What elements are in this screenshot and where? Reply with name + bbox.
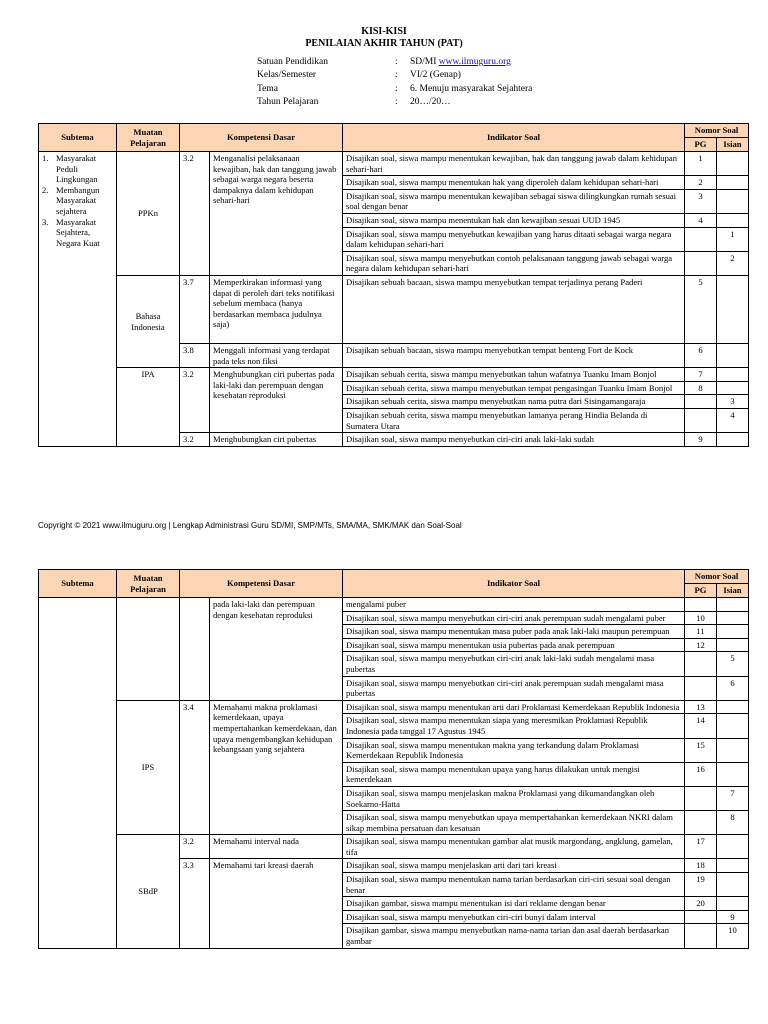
table-row — [39, 275, 749, 343]
indikator-cell: Disajikan soal, siswa mampu menyebutkan ciri-ciri bunyi dalam interval — [343, 910, 685, 924]
pg-cell — [685, 408, 717, 432]
pg-cell — [685, 251, 717, 275]
indikator-cell: Disajikan soal, siswa mampu menyebutkan upaya mempertahankan kemerdekaan NKRI dalam sikap membina persatuan dan kesatuan — [343, 811, 685, 835]
indikator-cell: Disajikan soal, siswa mampu menentukan nama tarian berdasarkan ciri-ciri sesuai soal dengan benar — [343, 873, 685, 897]
pg-cell: 11 — [685, 625, 717, 639]
kd-number: 3.2 — [180, 368, 210, 433]
kd-number: 3.4 — [180, 700, 210, 835]
table-row — [39, 700, 749, 714]
indikator-cell: Disajikan gambar, siswa mampu menyebutkan nama-nama tarian dan asal daerah berdasarkan gambar — [343, 924, 685, 948]
kd-text: pada laki-laki dan perempuan dengan kesehatan reproduksi — [210, 598, 343, 701]
indikator-cell: Disajikan soal, siswa mampu menyebutkan kewajiban yang harus ditaati sebagai warga negara dalam kehidupan sehari-hari — [343, 227, 685, 251]
subtema-number: 3. — [42, 216, 49, 227]
pg-cell: 7 — [685, 368, 717, 382]
subtema-item — [42, 185, 113, 217]
kisi-table-1 — [38, 123, 749, 447]
isian-cell — [717, 714, 749, 738]
mapel-cell: IPS — [117, 700, 180, 835]
mapel-cell: SBdP — [117, 835, 180, 948]
meta-value — [410, 56, 511, 69]
pg-cell: 10 — [685, 611, 717, 625]
isian-cell — [717, 381, 749, 395]
header-subtema: Subtema — [39, 124, 117, 152]
isian-cell — [717, 368, 749, 382]
meta-label: Kelas/Semester — [257, 70, 317, 81]
header-muatan: Muatan Pelajaran — [117, 570, 180, 598]
pg-cell: 18 — [685, 859, 717, 873]
pg-cell: 2 — [685, 176, 717, 190]
mapel-cell: PPKn — [117, 152, 180, 276]
meta-label: Tahun Pelajaran — [257, 96, 319, 107]
meta-colon: : — [395, 57, 398, 67]
indikator-cell: mengalami puber — [343, 598, 685, 612]
indikator-cell: Disajikan soal, siswa mampu menyebutkan ciri-ciri anak laki-laki sudah mengalami masa pubertas — [343, 652, 685, 676]
pg-cell: 1 — [685, 152, 717, 176]
pg-cell: 14 — [685, 714, 717, 738]
mapel-cell: IPA — [117, 368, 180, 447]
header-pg: PG — [685, 138, 717, 152]
kd-number: 3.2 — [180, 433, 210, 447]
pg-cell — [685, 652, 717, 676]
table-row — [39, 152, 749, 176]
pg-cell: 17 — [685, 835, 717, 859]
indikator-cell: Disajikan sebuah bacaan, siswa mampu menyebutkan tempat terjadinya perang Paderi — [343, 275, 685, 343]
subtema-text: Membangun Masyarakat sejahtera — [56, 184, 100, 216]
meta-colon: : — [395, 83, 398, 94]
indikator-cell: Disajikan soal, siswa mampu menyebutkan ciri-ciri anak laki-laki sudah — [343, 433, 685, 447]
isian-cell: 9 — [717, 910, 749, 924]
indikator-cell: Disajikan soal, siswa mampu menentukan gambar alat musik margondang, angklung, gamelan, tifa — [343, 835, 685, 859]
pg-cell — [685, 227, 717, 251]
isian-cell — [717, 343, 749, 367]
pg-cell — [685, 676, 717, 700]
kd-text: Memahami tari kreasi daerah — [210, 859, 343, 948]
mapel-cell — [117, 598, 180, 701]
indikator-cell: Disajikan soal, siswa mampu menentukan usia pubertas pada anak perempuan — [343, 638, 685, 652]
isian-cell: 10 — [717, 924, 749, 948]
meta-satuan-value: SD/MI — [410, 57, 437, 67]
pg-cell: 13 — [685, 700, 717, 714]
isian-cell — [717, 275, 749, 343]
header-kd: Kompetensi Dasar — [180, 570, 343, 598]
meta-tema — [257, 83, 532, 96]
isian-cell — [717, 873, 749, 897]
table-row — [39, 598, 749, 612]
indikator-cell: Disajikan soal, siswa mampu menyebutkan ciri-ciri anak perempuan sudah mengalami puber — [343, 611, 685, 625]
document-meta — [257, 56, 532, 109]
isian-cell: 2 — [717, 251, 749, 275]
pg-cell — [685, 924, 717, 948]
header-pg: PG — [685, 584, 717, 598]
pg-cell: 15 — [685, 738, 717, 762]
header-row — [39, 570, 749, 584]
isian-cell — [717, 176, 749, 190]
kd-text: Menggali informasi yang terdapat pada teks non fiksi — [210, 343, 343, 367]
meta-value: VI/2 (Genap) — [410, 70, 461, 81]
indikator-cell: Disajikan sebuah cerita, siswa mampu menyebutkan tahun wafatnya Tuanku Imam Bonjol — [343, 368, 685, 382]
meta-label: Satuan Pendidikan — [257, 57, 328, 67]
header-nomor: Nomor Soal — [685, 570, 749, 584]
meta-satuan — [257, 56, 532, 69]
subtema-item — [42, 153, 113, 185]
isian-cell — [717, 700, 749, 714]
pg-cell — [685, 786, 717, 810]
indikator-cell: Disajikan soal, siswa mampu menentukan kewajiban sebagai siswa dilingkungkan rumah sesuai soal dengan benar — [343, 189, 685, 213]
pg-cell: 12 — [685, 638, 717, 652]
header-indikator: Indikator Soal — [343, 570, 685, 598]
indikator-cell: Disajikan sebuah cerita, siswa mampu menyebutkan nama putra dari Sisingamangaraja — [343, 395, 685, 409]
subtema-text: Masyarakat Peduli Lingkungan — [56, 153, 98, 185]
indikator-cell: Disajikan gambar, siswa mampu menentukan isi dari reklame dengan benar — [343, 897, 685, 911]
kd-number: 3.2 — [180, 152, 210, 276]
header-subtema: Subtema — [39, 570, 117, 598]
indikator-cell: Disajikan soal, siswa mampu menentukan kewajiban, hak dan tanggung jawab dalam kehidupan sehari-hari — [343, 152, 685, 176]
subtema-cell — [39, 598, 117, 949]
pg-cell — [685, 395, 717, 409]
kd-text: Memahami interval nada — [210, 835, 343, 859]
kd-text: Menghubungkan ciri pubertas — [210, 433, 343, 447]
isian-cell — [717, 152, 749, 176]
isian-cell: 6 — [717, 676, 749, 700]
header-nomor: Nomor Soal — [685, 124, 749, 138]
website-link[interactable]: www.ilmuguru.org — [438, 57, 511, 67]
isian-cell: 1 — [717, 227, 749, 251]
indikator-cell: Disajikan sebuah cerita, siswa mampu menyebutkan tempat pengasingan Tuanku Imam Bonjol — [343, 381, 685, 395]
indikator-cell: Disajikan soal, siswa mampu menentukan arti dari Proklamasi Kemerdekaan Republik Indonesia — [343, 700, 685, 714]
isian-cell — [717, 611, 749, 625]
meta-label: Tema — [257, 83, 278, 94]
meta-colon: : — [395, 70, 398, 81]
isian-cell: 3 — [717, 395, 749, 409]
subtema-number: 2. — [42, 184, 49, 195]
header-muatan: Muatan Pelajaran — [117, 124, 180, 152]
header-kd: Kompetensi Dasar — [180, 124, 343, 152]
document-subtitle: PENILAIAN AKHIR TAHUN (PAT) — [305, 38, 463, 49]
isian-cell — [717, 897, 749, 911]
isian-cell — [717, 638, 749, 652]
subtema-text: Masyarakat Sejahtera, Negara Kuat — [56, 216, 100, 248]
isian-cell — [717, 835, 749, 859]
indikator-cell: Disajikan soal, siswa mampu menentukan makna yang terkandung dalam Proklamasi Kemerdekaan Republik Indonesia — [343, 738, 685, 762]
pg-cell: 19 — [685, 873, 717, 897]
indikator-cell: Disajikan soal, siswa mampu menentukan upaya yang harus dilakukan untuk mengisi kemerdekaan — [343, 762, 685, 786]
indikator-cell: Disajikan soal, siswa mampu menentukan masa puber pada anak laki-laki maupun perempuan — [343, 625, 685, 639]
isian-cell — [717, 738, 749, 762]
kd-number: 3.3 — [180, 859, 210, 948]
pg-cell: 8 — [685, 381, 717, 395]
pg-cell — [685, 598, 717, 612]
kd-number: 3.8 — [180, 343, 210, 367]
header-isian: Isian — [717, 584, 749, 598]
indikator-cell: Disajikan soal, siswa mampu menyebutkan contoh pelaksanaan tanggung jawab sebagai warga negara dalam kehidupan sehari-hari — [343, 251, 685, 275]
indikator-cell: Disajikan soal, siswa mampu menentukan siapa yang meresmikan Proklamasi Republik Indonesia pada tanggal 17 Agustus 1945 — [343, 714, 685, 738]
kd-text: Menganalisi pelaksanaan kewajiban, hak dan tanggung jawab sebagai warga negara beserta dampaknya dalam kehidupan sehari-hari — [210, 152, 343, 276]
kd-number: 3.2 — [180, 835, 210, 859]
pg-cell — [685, 811, 717, 835]
kd-text: Memahami makna proklamasi kemerdekaan, upaya mempertahankan kemerdekaan, dan upaya mengembangkan kehidupan kebangsaan yang sejahtera — [210, 700, 343, 835]
pg-cell: 6 — [685, 343, 717, 367]
isian-cell — [717, 625, 749, 639]
pg-cell: 3 — [685, 189, 717, 213]
meta-colon: : — [395, 96, 398, 107]
indikator-cell: Disajikan soal, siswa mampu menjelaskan arti dari tari kreasi — [343, 859, 685, 873]
isian-cell: 8 — [717, 811, 749, 835]
table-row — [39, 368, 749, 382]
indikator-cell: Disajikan soal, siswa mampu menentukan hak dan kewajiban sesuai UUD 1945 — [343, 213, 685, 227]
meta-value: 20…/20… — [410, 96, 451, 107]
indikator-cell: Disajikan soal, siswa mampu menentukan hak yang diperoleh dalam kehidupan sehari-hari — [343, 176, 685, 190]
kd-number — [180, 598, 210, 701]
isian-cell — [717, 433, 749, 447]
pg-cell: 4 — [685, 213, 717, 227]
pg-cell — [685, 910, 717, 924]
table-row — [39, 835, 749, 859]
isian-cell: 4 — [717, 408, 749, 432]
subtema-number: 1. — [42, 153, 49, 163]
kd-number: 3.7 — [180, 275, 210, 343]
document-title: KISI-KISI — [361, 26, 407, 37]
meta-kelas — [257, 69, 532, 82]
kisi-table-2 — [38, 569, 749, 949]
header-row — [39, 124, 749, 138]
copyright-footer: Copyright © 2021 www.ilmuguru.org | Lengkap Administrasi Guru SD/MI, SMP/MTs, SMA/MA, SMK/MAK dan Soal-Soal — [38, 521, 462, 530]
isian-cell — [717, 213, 749, 227]
indikator-cell: Disajikan soal, siswa mampu menjelaskan makna Proklamasi yang dikumandangkan oleh Soekarno-Hatta — [343, 786, 685, 810]
isian-cell — [717, 598, 749, 612]
pg-cell: 5 — [685, 275, 717, 343]
subtema-item — [42, 217, 113, 249]
isian-cell: 7 — [717, 786, 749, 810]
header-isian: Isian — [717, 138, 749, 152]
mapel-cell: Bahasa Indonesia — [117, 275, 180, 367]
isian-cell — [717, 859, 749, 873]
kd-text: Menghubungkan ciri pubertas pada laki-laki dan perempuan dengan kesehatan reproduksi — [210, 368, 343, 433]
meta-value: 6. Menuju masyarakat Sejahtera — [410, 83, 533, 94]
pg-cell: 20 — [685, 897, 717, 911]
isian-cell: 5 — [717, 652, 749, 676]
subtema-cell — [39, 152, 117, 447]
meta-tahun — [257, 96, 532, 109]
kd-text: Memperkirakan informasi yang dapat di peroleh dari teks notifikasi sebelum membaca (hanya berdasarkan membaca judulnya saja) — [210, 275, 343, 343]
isian-cell — [717, 189, 749, 213]
indikator-cell: Disajikan sebuah bacaan, siswa mampu menyebutkan tempat benteng Fort de Kock — [343, 343, 685, 367]
indikator-cell: Disajikan soal, siswa mampu menyebutkan ciri-ciri anak perempuan sudah mengalami masa pubertas — [343, 676, 685, 700]
isian-cell — [717, 762, 749, 786]
pg-cell: 9 — [685, 433, 717, 447]
header-indikator: Indikator Soal — [343, 124, 685, 152]
indikator-cell: Disajikan sebuah cerita, siswa mampu menyebutkan lamanya perang Hindia Belanda di Sumatera Utara — [343, 408, 685, 432]
pg-cell: 16 — [685, 762, 717, 786]
